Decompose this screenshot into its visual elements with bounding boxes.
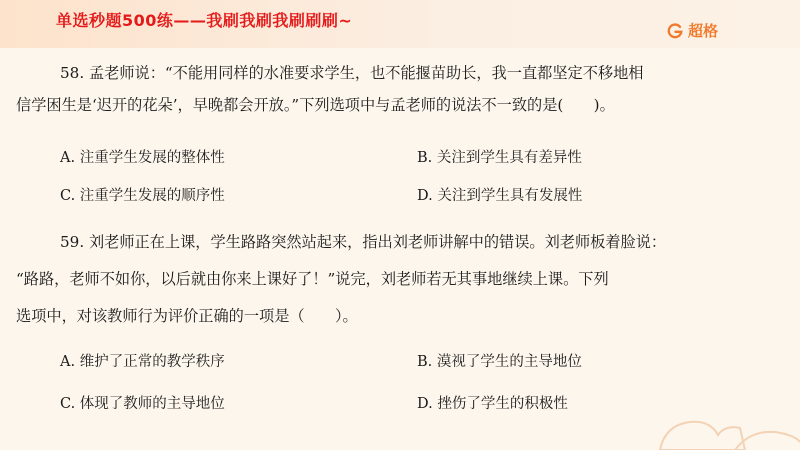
question-59-line-2: “路路，老师不如你，以后就由你来上课好了！”说完，刘老师若无其事地继续上课。下列 [16,270,609,288]
question-58-option-a[interactable]: A. 注重学生发展的整体性 [60,150,225,166]
question-58-option-d[interactable]: D. 关注到学生具有发展性 [417,188,583,204]
question-59-option-b[interactable]: B. 漠视了学生的主导地位 [417,354,582,370]
brand-name: 超格 [687,21,718,40]
question-59-line-3: 选项中，对该教师行为评价正确的一项是（ ）。 [16,307,358,325]
question-58-option-b[interactable]: B. 关注到学生具有差异性 [417,150,582,166]
question-59-option-d[interactable]: D. 挫伤了学生的积极性 [417,396,568,412]
question-59-line-1: 59. 刘老师正在上课，学生路路突然站起来，指出刘老师讲解中的错误。刘老师板着脸说： [60,233,667,251]
brand-logo [666,20,718,40]
question-58-option-c[interactable]: C. 注重学生发展的顺序性 [60,188,225,204]
question-58-line-1: 58. 孟老师说：“不能用同样的水准要求学生，也不能揠苗助长，我一直都坚定不移地相 [60,64,644,82]
question-58-line-2: 信学困生是‘迟开的花朵’，早晚都会开放。”下列选项中与孟老师的说法不一致的是( )。 [16,96,615,114]
page-title: 单选秒题500练——我刷我刷我刷刷刷~ [56,11,353,30]
brand-g-icon [666,21,684,39]
background-decoration [540,380,800,450]
question-59-option-a[interactable]: A. 维护了正常的教学秩序 [60,354,225,370]
question-59-option-c[interactable]: C. 体现了教师的主导地位 [60,396,225,412]
